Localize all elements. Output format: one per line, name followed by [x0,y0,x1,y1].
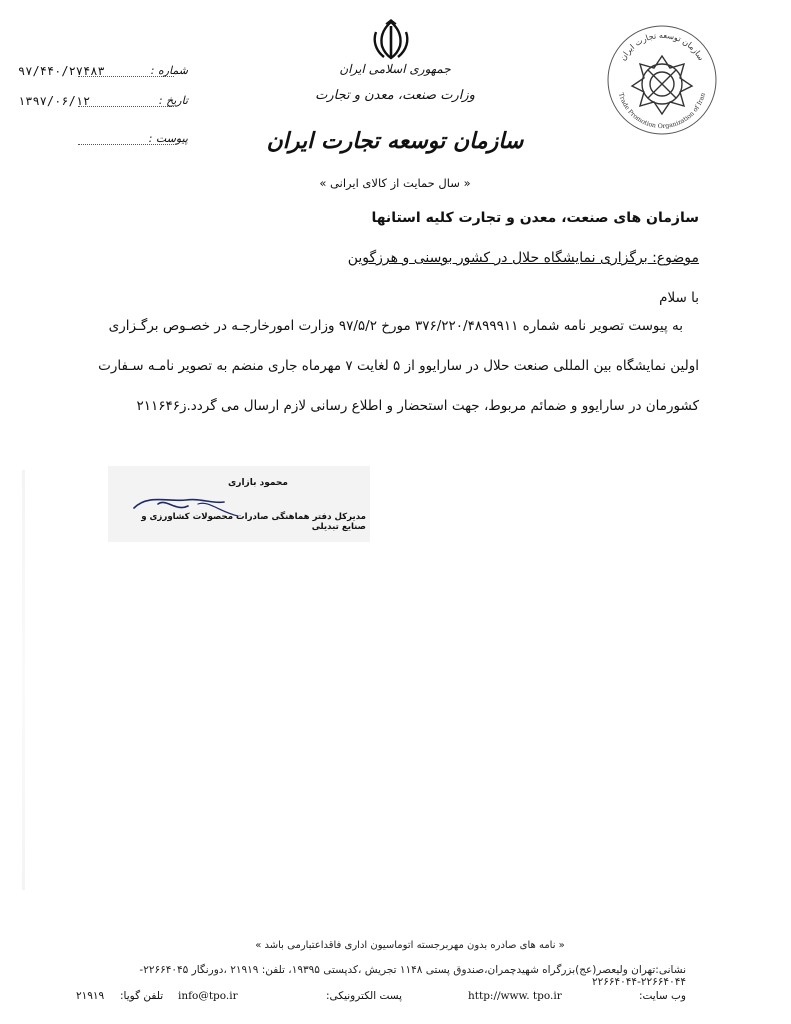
republic-name: جمهوری اسلامی ایران [339,62,451,76]
letter-paragraph-line: کشورمان در سارایوو و ضمائم مربوط، جهت استحضار و اطلاع رسانی لازم ارسال می گردد.ز۲۱۱۶۴۶ [136,398,699,414]
signature-block [108,466,370,542]
letter-greeting: با سلام [659,290,699,306]
footer-contacts [76,990,686,1006]
letter-attachment-label: پیوست : [148,132,188,145]
letter-recipient: سازمان های صنعت، معدن و تجارت کلیه استانها [371,210,699,226]
iran-emblem-icon [370,18,412,62]
email-link[interactable]: info@tpo.ir [178,990,238,1002]
letter-number-row [18,64,188,82]
letter-paragraph-line: اولین نمایشگاه بین المللی صنعت حلال در سارایوو از ۵ لغایت ۷ مهرماه جاری منضم به تصویر نامـه سـفارت [98,358,699,374]
email-label: پست الکترونیکی: [326,990,403,1002]
phone-label: تلفن گویا: [120,990,164,1002]
footer-notice: « نامه های صادره بدون مهربرجسته اتوماسیون اداری فاقداعتبارمی باشد » [255,940,565,951]
phone-value: ۲۱۹۱۹ [76,990,105,1002]
letter-date-row [18,94,188,112]
ministry-name: وزارت صنعت، معدن و تجارت [315,88,475,103]
letter-number-label: شماره : [150,64,188,77]
letter-attachment-row [18,132,188,150]
website-link[interactable]: http://www. tpo.ir [468,990,562,1002]
scan-shadow [22,470,25,890]
website-label: وب سایت: [638,990,686,1002]
footer-address: نشانی:تهران ولیعصر(عج)بزرگراه شهیدچمران،صندوق پستی ۱۱۴۸ تجریش ،کدپستی ۱۹۳۹۵، تلفن: ۲۱۹۱۹ ،دورنگار ۲۲۶۶۴۰۴۵- ۲۲۶۶۴۰۴۴-۲۲۶۶۴۰۴۴ [139,964,686,988]
logo-text-en: Trade Promotion Organization of Iran [617,92,707,131]
signer-name: محمود بازاری [228,478,288,488]
letter-date-value: ۱۳۹۷/۰۶/۱۲ [18,94,91,108]
tpo-logo-icon [604,22,720,138]
letter-subject: موضوع: برگزاری نمایشگاه حلال در کشور بوسنی و هرزگوین [347,250,699,266]
letter-number-value: ۹۷/۴۴۰/۲۷۴۸۳ [18,64,105,78]
organization-name: سازمان توسعه تجارت ایران [266,128,524,154]
letter-paragraph-line: به پیوست تصویر نامه شماره ۳۷۶/۲۲۰/۴۸۹۹۹۱۱ مورخ ۹۷/۵/۲ وزارت امورخارجـه در خصـوص برگـزاری [108,318,683,334]
signer-title: مدیرکل دفتر هماهنگی صادرات محصولات کشاورزی و صنایع تبدیلی [141,512,366,532]
logo-text-fa: سازمان توسعه تجارت ایران [618,30,706,63]
letter-date-label: تاریخ : [158,94,188,107]
slogan: « سال حمایت از کالای ایرانی » [319,176,471,190]
